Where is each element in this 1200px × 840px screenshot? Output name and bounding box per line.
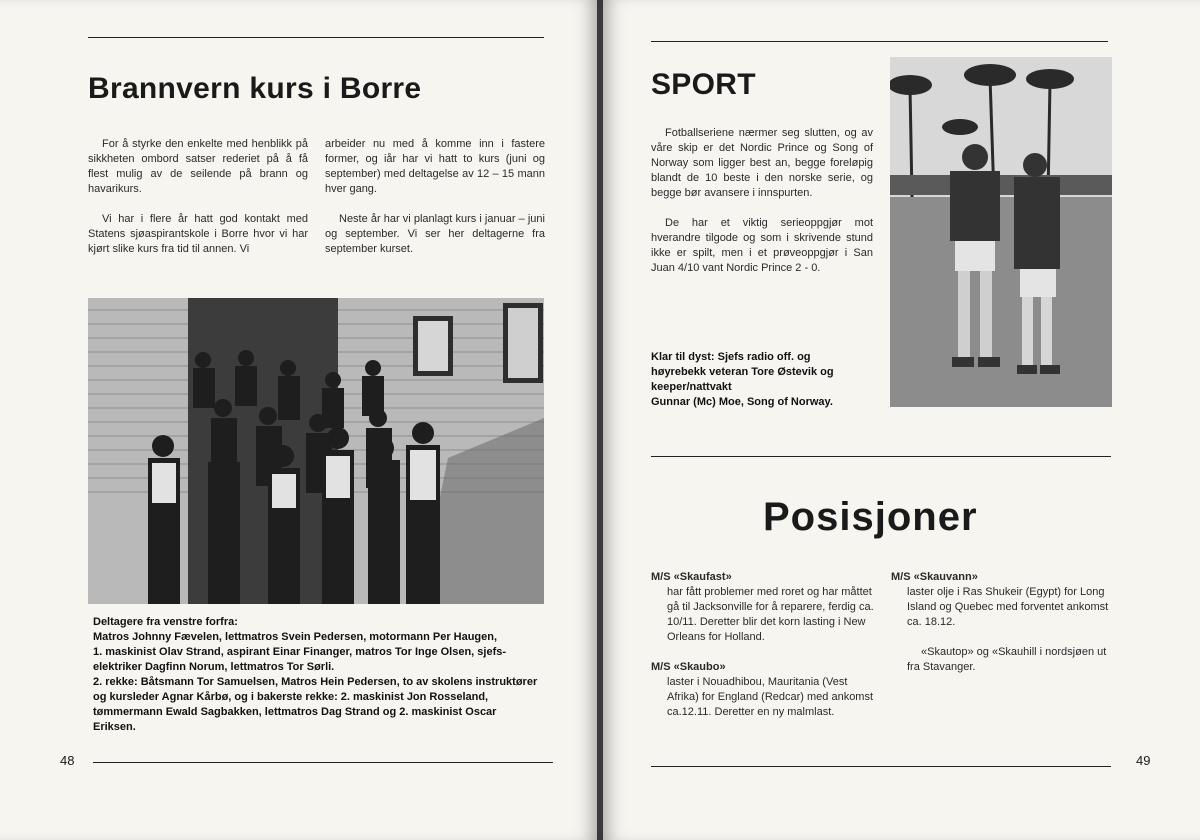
top-rule [651, 41, 1108, 42]
group-photo-image [88, 298, 544, 604]
article-column-2 [325, 137, 545, 257]
caption-line: 2. rekke: Båtsmann Tor Samuelsen, Matros Hein Pedersen, to av skolens instruktører [93, 676, 538, 688]
article-title: Brannvern kurs i Borre [88, 72, 422, 105]
caption-line: og kursleder Agnar Kårbø, og i bakerste rekke: 2. maskinist Jon Rosseland, [93, 691, 489, 703]
ship-name: M/S «Skauvann» [891, 571, 978, 583]
bottom-rule [93, 762, 553, 763]
article-column-1 [88, 137, 308, 257]
caption-line: keeper/nattvakt [651, 381, 732, 393]
sport-photo-caption [651, 350, 881, 410]
positions-title: Posisjoner [763, 495, 978, 539]
caption-line: høyrebekk veteran Tore Østevik og [651, 366, 834, 378]
page-number: 49 [1136, 753, 1151, 768]
ship-status: «Skautop» og «Skauhill i nordsjøen ut fra Stavanger. [907, 646, 1107, 673]
ship-name: M/S «Skaubo» [651, 661, 726, 673]
sport-photo-image [890, 57, 1112, 407]
paragraph: arbeider nu med å komme inn i fastere former, og iår har vi hatt to kurs (juni og september) med deltagelse av 12 – 15 mann hver gang. [325, 138, 545, 195]
section-rule [651, 456, 1111, 457]
page-number: 48 [60, 753, 75, 768]
paragraph: Fotballseriene nærmer seg slutten, og av våre skip er det Nordic Prince og Song of Norway som ligger best an, begge foreløpig blandt de 10 beste i den norske serie, og begge bør avansere i innspurten. [651, 127, 873, 199]
sport-text [651, 126, 873, 276]
photo-caption [93, 615, 553, 735]
paragraph: Vi har i flere år hatt god kontakt med Statens sjøaspirantskole i Borre hvor vi har kjørt slike kurs fra tid til annen. Vi [88, 213, 308, 255]
bottom-rule [651, 766, 1111, 767]
caption-line: Gunnar (Mc) Moe, Song of Norway. [651, 396, 833, 408]
ship-status: laster olje i Ras Shukeir (Egypt) for Long Island og Quebec med forventet ankomst ca. 18.12. [907, 586, 1109, 628]
paragraph: For å styrke den enkelte med henblikk på sikkheten ombord satser rederiet på å få flest mulig av de seilende på brann og havarikurs. [88, 138, 308, 195]
positions-column-1 [651, 570, 876, 720]
caption-line: Eriksen. [93, 721, 136, 733]
paragraph: De har et viktig serieoppgjør mot hverandre tilgode og som i skrivende stund ikke er spilt, men i et prøveoppgjør i San Juan 4/10 vant Nordic Prince 2 - 0. [651, 217, 873, 274]
right-page [603, 0, 1200, 840]
sport-photo [890, 57, 1112, 407]
caption-line: Deltagere fra venstre forfra: [93, 616, 238, 628]
group-photo [88, 298, 544, 604]
top-rule [88, 37, 544, 38]
caption-line: Klar til dyst: Sjefs radio off. og [651, 351, 811, 363]
ship-name: M/S «Skaufast» [651, 571, 732, 583]
caption-line: tømmermann Ewald Sagbakken, lettmatros Dag Strand og 2. maskinist Oscar [93, 706, 497, 718]
sport-title: SPORT [651, 68, 756, 101]
ship-status: har fått problemer med roret og har måttet gå til Jacksonville for å reparere, ferdig ca. 10/11. Deretter blir det korn lasting i New Orleans for Holland. [667, 586, 874, 643]
ship-status: laster i Nouadhibou, Mauritania (Vest Afrika) for England (Redcar) med ankomst ca.12.11. Deretter en ny malmlast. [667, 676, 874, 718]
left-page [0, 0, 597, 840]
paragraph: Neste år har vi planlagt kurs i januar – juni og september. Vi ser her deltagerne fra september kurset. [325, 213, 545, 255]
positions-column-2 [891, 570, 1116, 675]
caption-line: elektriker Dagfinn Norum, lettmatros Tor Sørli. [93, 661, 335, 673]
caption-line: 1. maskinist Olav Strand, aspirant Einar Finanger, matros Tor Inge Olsen, sjefs- [93, 646, 507, 658]
caption-line: Matros Johnny Fævelen, lettmatros Svein Pedersen, motormann Per Haugen, [93, 631, 498, 643]
